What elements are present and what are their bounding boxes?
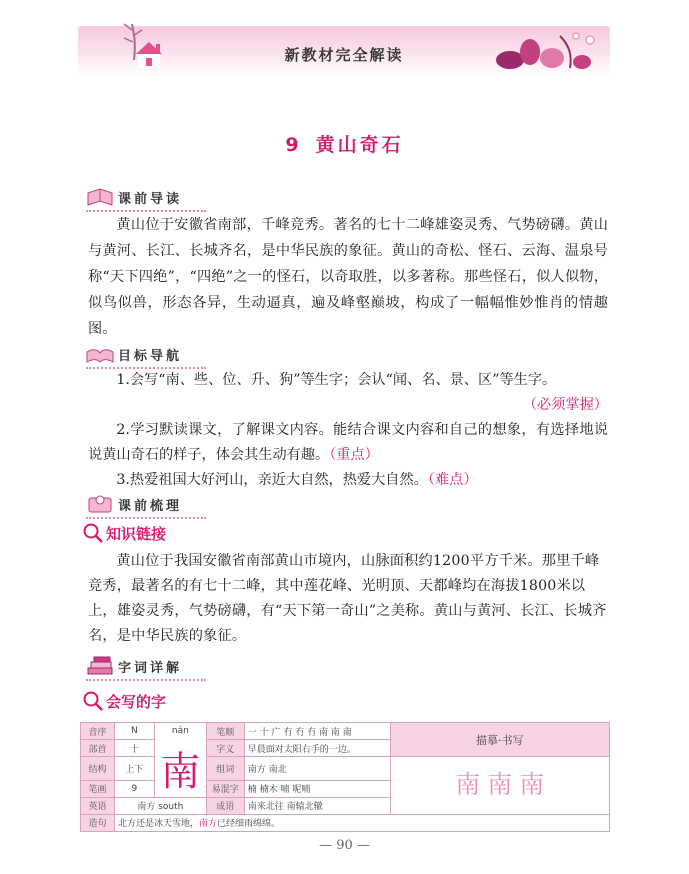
section-review-label: 课前梳理: [118, 498, 183, 514]
lesson-title: [0, 130, 689, 157]
label-ziyi: 字义: [206, 740, 244, 757]
subsection-knowledge-label: 知识链接: [106, 524, 167, 543]
subsection-write-chars: [82, 690, 166, 712]
section-divider: [86, 517, 206, 519]
notebook-icon: [86, 494, 114, 514]
lesson-title-text: 黄山奇石: [315, 134, 404, 156]
section-preview: [86, 186, 182, 208]
label-jiegou: 结构: [81, 757, 115, 781]
zaoju-part-c: 已经细雨绵绵。: [216, 819, 280, 829]
goal-1: 1.会写“南、些、位、升、狗”等生字；会认“闻、名、景、区”等生字。: [116, 372, 557, 388]
magnifier-icon: [82, 690, 104, 712]
page-number: — 90 —: [319, 838, 370, 853]
zaoju-highlight: 南方: [198, 819, 217, 829]
subsection-knowledge: [82, 522, 166, 544]
label-bihua: 笔画: [81, 780, 115, 797]
label-yihunzi: 易混字: [206, 780, 244, 797]
section-divider: [86, 679, 206, 681]
page-header: [78, 18, 610, 80]
section-preview-label: 课前导读: [118, 191, 183, 207]
label-yinxu: 音序: [81, 723, 115, 740]
book-icon: [86, 187, 114, 207]
zaoju-part-a: 北方还是冰天雪地，: [117, 819, 199, 829]
value-zaoju: [114, 814, 609, 831]
header-title: 新教材完全解读: [284, 46, 404, 64]
goal-3-text: 3.热爱祖国大好河山，亲近大自然，热爱大自然。: [116, 472, 428, 488]
label-write: 描摹·书写: [390, 723, 609, 757]
trace-character[interactable]: 南: [519, 770, 545, 800]
goal-3-tag: （难点）: [427, 472, 478, 488]
label-zuci: 组词: [206, 757, 244, 781]
label-zaoju: 造句: [81, 814, 115, 831]
value-bihua: 9: [114, 780, 154, 797]
section-goals-label: 目标导航: [118, 348, 183, 364]
label-chengyu: 成语: [206, 797, 244, 814]
value-yingyu: 南方 south: [114, 797, 206, 814]
big-character: 南: [154, 740, 206, 798]
goal-2-tag: （重点）: [329, 447, 379, 463]
section-goals: [86, 343, 182, 365]
label-yingyu: 英语: [81, 797, 115, 814]
knowledge-text: 黄山位于我国安徽省南部黄山市境内，山脉面积约1200平方千米。那里千峰竞秀，最著名的有七十二峰，其中莲花峰、光明顶、天都峰均在海拔1800米以上，雄姿灵秀，气势磅礴，有“天下第一奇山”之美称。黄山与黄河、长江、长城齐名，是中华民族的象征。: [88, 553, 607, 644]
preview-text: 黄山位于安徽省南部，千峰竞秀。著名的七十二峰雄姿灵秀、气势磅礴。黄山与黄河、长江、长城齐名，是中华民族的象征。黄山的奇松、怪石、云海、温泉号称“天下四绝”，“四绝”之一的怪石，以奇取胜，以多著称。那些怪石，似人似物，似鸟似兽，形态各异，生动逼真，遍及峰壑巅坡，构成了一幅幅惟妙惟肖的情趣图。: [88, 217, 608, 337]
subsection-write-chars-label: 会写的字: [106, 692, 167, 711]
trace-character[interactable]: 南: [455, 770, 481, 800]
value-yihunzi: 楠 楠木 喃 呢喃: [244, 780, 390, 797]
value-yinxu: N: [114, 723, 154, 740]
value-bishun: 一 十 广 冇 冇 冇 南 南 南: [244, 723, 390, 740]
magnifier-icon: [82, 522, 104, 544]
value-chengyu: 南来北往 南辕北辙: [244, 797, 390, 814]
value-jiegou: 上下: [114, 757, 154, 781]
value-bushou: 十: [114, 740, 154, 757]
section-vocab: [86, 655, 182, 677]
knowledge-paragraph: [88, 549, 608, 649]
tracing-area[interactable]: [390, 757, 609, 815]
label-bishun: 笔顺: [206, 723, 244, 740]
preview-paragraph: [88, 212, 608, 342]
goals-list: [88, 368, 608, 493]
goal-3: [88, 468, 608, 493]
trace-character[interactable]: 南: [487, 770, 513, 800]
goal-2-text: 2.学习默读课文，了解课文内容。能结合课文内容和自己的想象，有选择地说说黄山奇石的样子，体会其生动有趣。: [88, 422, 608, 463]
goal-2: [88, 418, 608, 468]
goal-1-tag: （必须掌握）: [522, 397, 608, 413]
character-card: [80, 722, 610, 832]
value-pinyin: nán: [154, 723, 206, 740]
section-review: [86, 493, 182, 515]
value-zuci: 南方 南北: [244, 757, 390, 781]
stacked-books-icon: [86, 656, 114, 676]
lesson-number: 9: [285, 134, 302, 156]
open-book-icon: [86, 344, 114, 364]
label-bushou: 部首: [81, 740, 115, 757]
value-ziyi: 早晨面对太阳右手的一边。: [244, 740, 390, 757]
section-vocab-label: 字词详解: [118, 660, 183, 676]
